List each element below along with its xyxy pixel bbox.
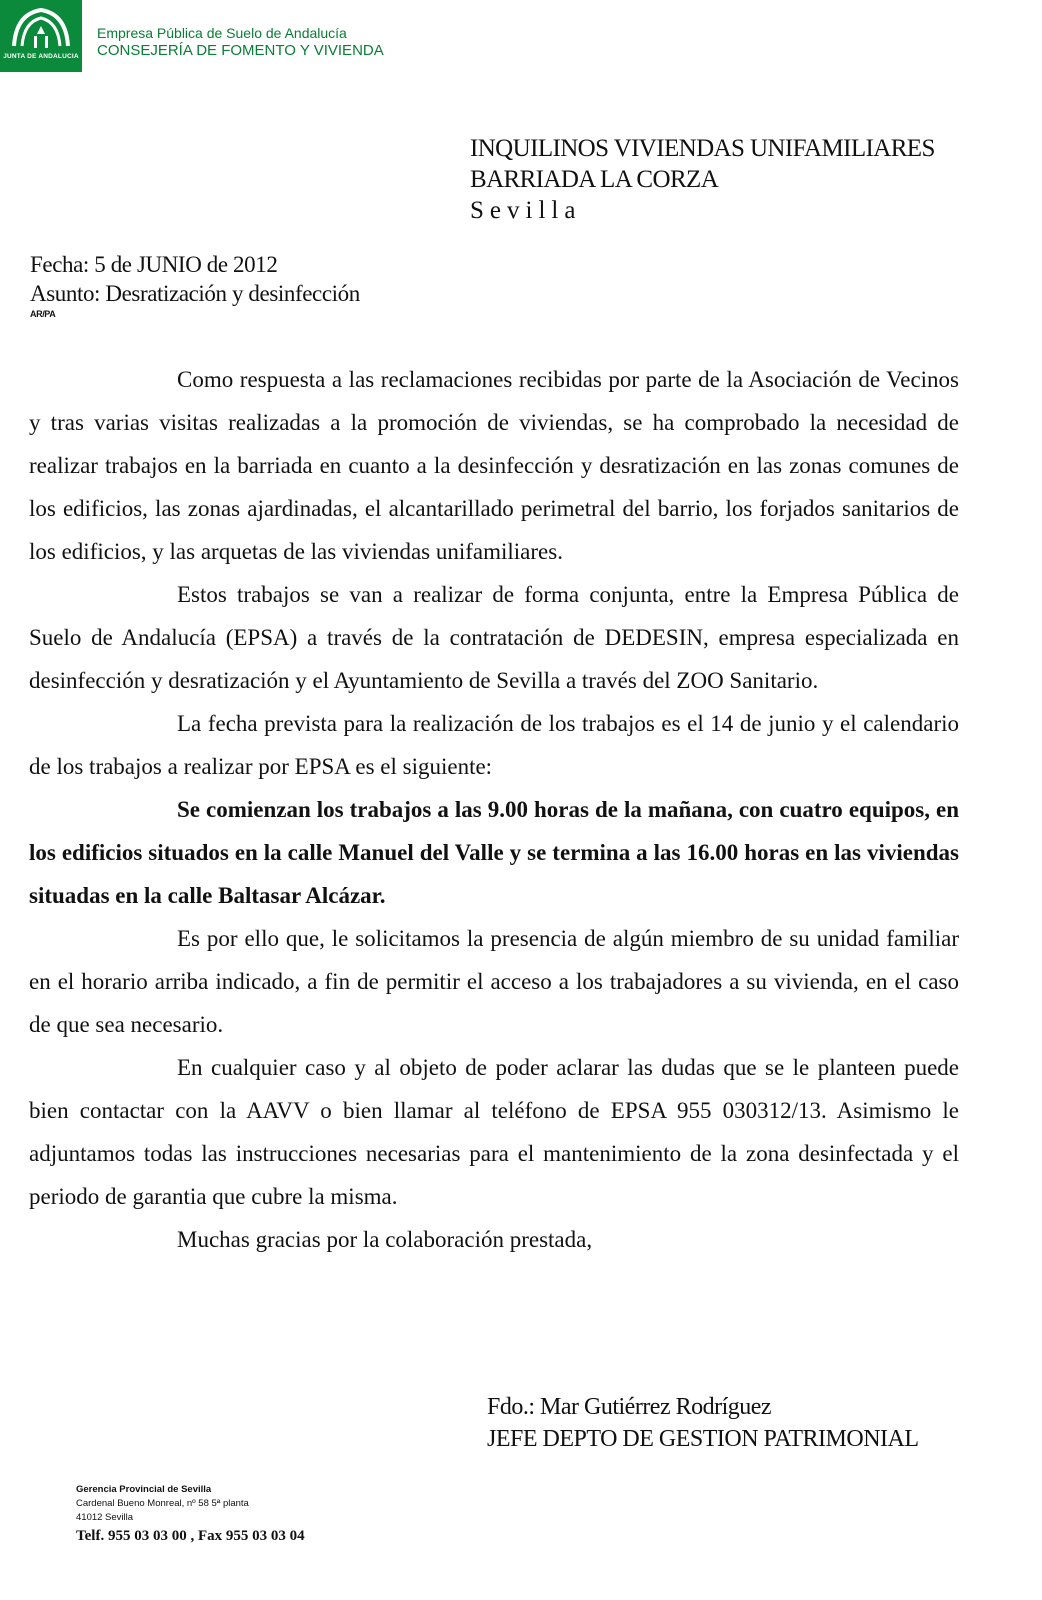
junta-andalucia-logo bbox=[0, 0, 82, 72]
footer-office: Gerencia Provincial de Sevilla bbox=[76, 1484, 212, 1495]
recipient-line1: INQUILINOS VIVIENDAS UNIFAMILIARES bbox=[470, 135, 935, 162]
paragraph-1: Como respuesta a las reclamaciones recibidas por parte de la Asociación de Vecinos y tras varias visitas realizadas a la promoción de viviendas, se ha comprobado la necesidad de realizar trabajos en la barriada en cuanto a la desinfección y desratización en las zonas comunes de los edificios, las zonas ajardinadas, el alcantarillado perimetral del barrio, los forjados sanitarios de los edificios, y las arquetas de las viviendas unifamiliares. bbox=[29, 367, 959, 564]
signed-by: Fdo.: Mar Gutiérrez Rodríguez bbox=[487, 1394, 772, 1420]
paragraph-5: Es por ello que, le solicitamos la presencia de algún miembro de su unidad familiar en el horario arriba indicado, a fin de permitir el acceso a los trabajadores a su vivienda, en el caso de que sea necesario. bbox=[29, 926, 959, 1037]
organization-header bbox=[97, 24, 384, 60]
footer-address-1: Cardenal Bueno Monreal, nº 58 5ª planta bbox=[76, 1498, 249, 1509]
closing-line: Muchas gracias por la colaboración prestada, bbox=[177, 1227, 593, 1252]
recipient-line2: BARRIADA LA CORZA bbox=[470, 166, 719, 193]
paragraph-3: La fecha prevista para la realización de los trabajos es el 14 de junio y el calendario de los trabajos a realizar por EPSA es el siguiente: bbox=[29, 711, 959, 779]
letter-subject: Asunto: Desratización y desinfección bbox=[30, 281, 360, 306]
letter-reference: AR/PA bbox=[30, 309, 56, 319]
letter-date: Fecha: 5 de JUNIO de 2012 bbox=[30, 252, 278, 277]
footer-phone: Telf. 955 03 03 00 , Fax 955 03 03 04 bbox=[76, 1528, 305, 1544]
coat-of-arms-icon bbox=[10, 6, 72, 52]
recipient-block bbox=[470, 133, 935, 226]
recipient-city: Sevilla bbox=[470, 197, 582, 224]
signer-position: JEFE DEPTO DE GESTION PATRIMONIAL bbox=[487, 1426, 919, 1452]
letter-body bbox=[29, 358, 959, 1261]
letter-meta bbox=[30, 250, 360, 319]
footer-contact bbox=[76, 1483, 305, 1547]
footer-address-2: 41012 Sevilla bbox=[76, 1512, 134, 1523]
paragraph-4-schedule: Se comienzan los trabajos a las 9.00 horas de la mañana, con cuatro equipos, en los edificios situados en la calle Manuel del Valle y se termina a las 16.00 horas en las viviendas situadas en la calle Baltasar Alcázar. bbox=[29, 797, 959, 908]
paragraph-6: En cualquier caso y al objeto de poder aclarar las dudas que se le planteen puede bien contactar con la AAVV o bien llamar al teléfono de EPSA 955 030312/13. Asimismo le adjuntamos todas las instrucciones necesarias para el mantenimiento de la zona desinfectada y el periodo de garantia que cubre la misma. bbox=[29, 1055, 959, 1209]
ministry-name: CONSEJERÍA DE FOMENTO Y VIVIENDA bbox=[97, 42, 384, 59]
logo-caption: JUNTA DE ANDALUCIA bbox=[3, 53, 79, 60]
signature-block bbox=[487, 1391, 919, 1455]
paragraph-2: Estos trabajos se van a realizar de forma conjunta, entre la Empresa Pública de Suelo de Andalucía (EPSA) a través de la contratación de DEDESIN, empresa especializada en desinfección y desratización y el Ayuntamiento de Sevilla a través del ZOO Sanitario. bbox=[29, 582, 959, 693]
org-name: Empresa Pública de Suelo de Andalucía bbox=[97, 25, 347, 41]
